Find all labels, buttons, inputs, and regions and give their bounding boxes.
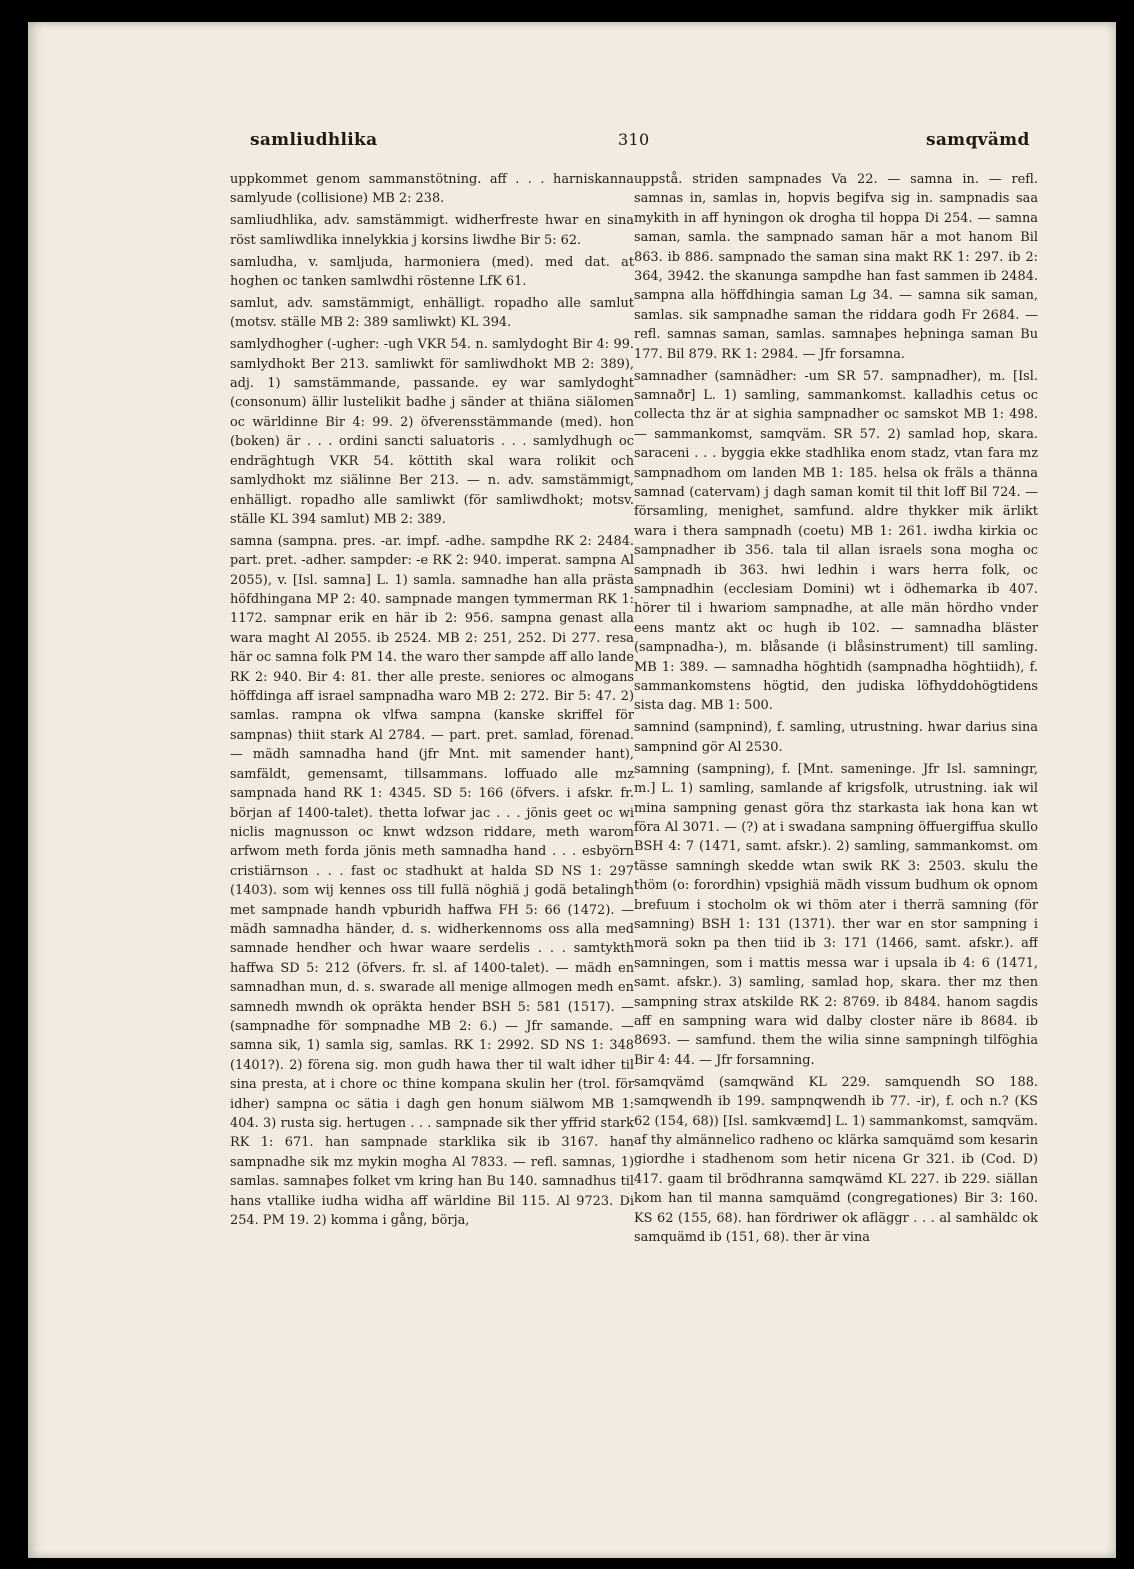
dictionary-page <box>28 22 1116 1558</box>
entry-samqvamd: samqvämd (samqwänd KL 229. samquendh SO 188. samqwendh ib 199. sampnqwendh ib 77. -ir), f. och n.? (KS 62 (154, 68)) [Isl. samkvæmd] L. 1) sammankomst, samqväm. af thy almännelico radheno oc klärka samquämd som kesarin giordhe i stadhenom som hetir nicena Gr 321. ib (Cod. D) 417. gaam til brödhranna samqwämd KL 227. ib 229. siällan kom han til manna samquämd (congregationes) Bir 3: 160. KS 62 (155, 68). han fördriwer ok afläggr . . . al samhäldc ok samquämd ib (151, 68). ther är vina <box>634 1074 1038 1245</box>
entry-samlydhogher: samlydhogher (-ugher: -ugh VKR 54. n. samlydoght Bir 4: 99. samlydhokt Ber 213. samliwkt för samliwdhokt MB 2: 389), adj. 1) samstämmande, passande. ey war samlydoght (consonum) ällir lustelikit badhe j sänder at thiäna siälomen oc wärldinne Bir 4: 99. 2) öfverensstämmande (med). hon (boken) är . . . ordini sancti saluatoris . . . samlydhugh oc endräghtugh VKR 54. köttith skal wara rolikit och samlydhokt mz siälinne Ber 213. — n. adv. samstämmigt, enhälligt. ropadho alle samliwkt (för samliwdhokt; motsv. ställe KL 394 samlut) MB 2: 389. <box>230 337 634 527</box>
right-column <box>634 170 1038 1545</box>
entry-samning: samning (sampning), f. [Mnt. sameninge. Jfr Isl. samningr, m.] L. 1) samling, samlande af krigsfolk, utrustning. iak wil mina sampning genast göra thz starkasta iak hona kan wt föra Al 3071. — (?) at i swadana sampning öffuergiffua skullo BSH 4: 7 (1471, samt. afskr.). 2) samling, sammankomst. om tässe samningh skedde wtan swik RK 3: 2503. skulu the thöm (o: forordhin) vpsighiä mädh vissum budhum ok opnom brefuum i stocholm ok wi thöm ater i therrä samning (för samning) BSH 1: 131 (1371). ther war en stor sampning i morä sokn pa then tiid ib 3: 171 (1466, samt. afskr.). aff samningen, som i mattis messa war i upsala ib 4: 6 (1471, samt. afskr.). 3) samling, samlad hop, skara. ther mz then sampning strax atskilde RK 2: 8769. ib 8484. hanom sagdis aff en sampning wara wid dalby closter näre ib 8684. ib 8693. — samfund. them the wilia sinne sampningh tilföghia Bir 4: 44. — Jfr forsamning. <box>634 761 1038 1068</box>
entry-samna-continued: uppstå. striden sampnades Va 22. — samna in. — refl. samnas in, samlas in, hopvis begifva sig in. sampnadis saa mykith in aff hyningon ok drogha til hoppa Di 254. — samna saman, samla. the sampnado saman här a mot hanom Bil 863. ib 886. sampnado the saman sina makt RK 1: 297. ib 2: 364, 3942. the skanunga sampdhe han fast sammen ib 2484. sampna alla höffdhingia saman Lg 34. — samna sik saman, samlas. sik sampnadhe saman the riddara godh Fr 2684. — refl. samnas saman, samlas. samnaþes heþninga saman Bu 177. Bil 879. RK 1: 2984. — Jfr forsamna. <box>634 172 1038 362</box>
entry-samludha: samludha, v. samljuda, harmoniera (med). med dat. at hoghen oc tanken samlwdhi röstenne LfK 61. <box>230 254 634 290</box>
left-column <box>230 170 634 1545</box>
entry-samliudhlika: samliudhlika, adv. samstämmigt. widherfreste hwar en sina röst samliwdlika innelykkia j korsins liwdhe Bir 5: 62. <box>230 213 634 248</box>
entry-continuation: uppkommet genom sammanstötning. aff . . . harniskanna samlyude (collisione) MB 2: 238. <box>230 172 634 207</box>
page-number: 310 <box>618 130 650 149</box>
entry-samnadher: samnadher (samnädher: -um SR 57. sampnadher), m. [Isl. samnaðr] L. 1) samling, sammankomst. kalladhis cetus oc collecta thz är at sighia sampnadher oc samskot MB 1: 498. — sammankomst, samqväm. SR 57. 2) samlad hop, skara. saraceni . . . byggia ekke stadhlika enom stadz, vtan fara mz sampnadhom om landen MB 1: 185. helsa ok fräls a thänna samnad (catervam) j dagh saman komit til thit loff Bil 724. — församling, menighet, samfund. aldre thykker mik ärlikt wara i thera sampnadh (coetu) MB 1: 261. iwdha kirkia oc sampnadher ib 356. tala til allan israels sona mogha oc sampnadh ib 363. hwi ledhin i wars herra folk, oc sampnadhin (ecclesiam Domini) wt i ödhemarka ib 407. hörer til i hwariom sampnadhe, at alle män hördho vnder eens mantz akt oc hugh ib 102. — samnadha bläster (sampnadha-), m. blåsande (i blåsinstrument) till samling. MB 1: 389. — samnadha höghtidh (sampnadha höghtiidh), f. sammankomstens högtid, den judiska löfhyddohögtidens sista dag. MB 1: 500. <box>634 368 1038 714</box>
entry-samlut: samlut, adv. samstämmigt, enhälligt. ropadho alle samlut (motsv. ställe MB 2: 389 samliwkt) KL 394. <box>230 295 634 331</box>
running-head-left: samliudhlika <box>250 130 378 150</box>
running-head-right: samqvämd <box>926 130 1030 150</box>
entry-samnind: samnind (sampnind), f. samling, utrustning. hwar darius sina sampnind gör Al 2530. <box>634 720 1038 755</box>
entry-samna: samna (sampna. pres. -ar. impf. -adhe. sampdhe RK 2: 2484. part. pret. -adher. sampder: -e RK 2: 940. imperat. sampna Al 2055), v. [Isl. samna] L. 1) samla. samnadhe han alla prästa höfdhingana MP 2: 40. sampnade mangen tymmerman RK 1: 1172. sampnar erik en här ib 2: 956. sampna genast alla wara maght Al 2055. ib 2524. MB 2: 251, 252. Di 277. resa här oc samna folk PM 14. the waro ther sampde aff allo lande RK 2: 940. Bir 4: 81. ther alle preste. seniores oc almogans höffdinga aff israel sampnadha waro MB 2: 272. Bir 5: 47. 2) samlas. rampna ok vlfwa sampna (kanske skriffel för sampnas) thiit stark Al 2784. — part. pret. samlad, förenad. — mädh samnadha hand (jfr Mnt. mit samender hant), samfäldt, gemensamt, tillsammans. loffuado alle mz sampnada hand RK 1: 4345. SD 5: 166 (öfvers. i afskr. fr. början af 1400-talet). thetta lofwar jac . . . jönis geet oc wi niclis magnusson oc knwt wdzson riddare, meth warom arfwom meth forda jönis meth samnadha hand . . . esbyörn cristiärnson . . . fast oc stadhukt at halda SD NS 1: 297 (1403). som wij kennes oss till fullä nöghiä j godä betalingh met sampnade handh vpburidh haffwa FH 5: 66 (1472). — mädh samnadha händer, d. s. widherkennoms oss alla med samnade hendher och hwar waare serdelis . . . samtykth haffwa SD 5: 212 (öfvers. fr. sl. af 1400-talet). — mädh en samnadhan mun, d. s. swarade all menige allmogen medh en samnedh mwndh ok opräkta hender BSH 5: 581 (1517). — (sampnadhe för sompnadhe MB 2: 6.) — Jfr samande. — samna sik, 1) samla sig, samlas. RK 1: 2992. SD NS 1: 348 (1401?). 2) förena sig. mon gudh hawa ther til walt idher til sina presta, at i chore oc thine kompana skulin her (trol. för idher) sampna oc sätia i dagh gen honum siälwom MB 1: 404. 3) rusta sig. hertugen . . . sampnade sik ther yffrid stark RK 1: 671. han sampnade starklika sik ib 3167. han sampnadhe sik mz mykin mogha Al 7833. — refl. samnas, 1) samlas. samnaþes folket vm kring han Bu 140. samnadhus til hans vtallike iudha widha aff wärldine Bil 115. Al 9723. Di 254. PM 19. 2) komma i gång, börja, <box>230 533 634 1229</box>
